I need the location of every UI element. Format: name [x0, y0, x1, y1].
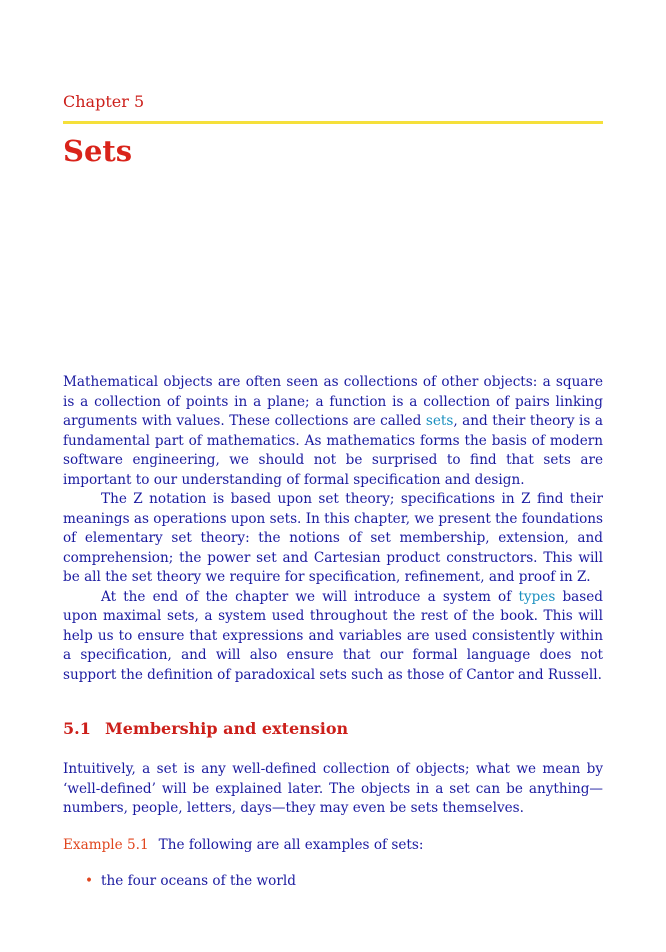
intro-paragraph-3 [63, 588, 603, 686]
example [63, 836, 423, 856]
intro-p1-text-b: , and their theory is a fundamental part of mathematics. As mathematics forms the basis of modern software engineering, we should not be surprised to find that sets are important to our understanding of formal specification and design. [63, 413, 603, 488]
intro-p3-text-b: based upon maximal sets, a system used throughout the rest of the book. This will help us to ensure that expressions and variables are used consistently within a specification, and will also ensure that our formal language does not support the definition of paradoxical sets such as those of Cantor and Russell. [63, 588, 603, 683]
intro-p1-text-a: Mathematical objects are often seen as collections of other objects: a square is a collection of points in a plane; a function is a collection of pairs linking arguments with values. These collections are called [63, 374, 603, 429]
section-text [63, 760, 603, 819]
chapter-label: Chapter 5 [63, 92, 145, 111]
bullet-icon: • [85, 873, 94, 889]
chapter-title: Sets [63, 134, 133, 168]
intro-paragraph-2: The Z notation is based upon set theory; specifications in Z find their meanings as operations upon sets. In this chapter, we present the foundations of elementary set theory: the notions of set membership, extension, and comprehension; the power set and Cartesian product constructors. This will be all the set theory we require for specification, refinement, and proof in Z. [63, 491, 603, 585]
chapter-rule [63, 121, 603, 124]
section-heading [63, 719, 348, 738]
list-item-text: the four oceans of the world [101, 873, 296, 889]
example-text: The following are all examples of sets: [158, 837, 424, 853]
intro-text [63, 373, 603, 685]
list-item [85, 872, 296, 892]
example-label: Example 5.1 [63, 837, 149, 853]
section-number: 5.1 [63, 719, 91, 738]
keyword-sets: sets [425, 413, 454, 429]
intro-paragraph-1 [63, 373, 603, 490]
keyword-types: types [518, 588, 556, 605]
section-paragraph-1: Intuitively, a set is any well-defined collection of objects; what we mean by ‘well-defined’ will be explained later. The objects in a set can be anything—numbers, people, letters, days—they may even be sets themselves. [63, 761, 603, 816]
intro-p3-text-a: At the end of the chapter we will introduce a system of [101, 588, 519, 605]
section-title: Membership and extension [105, 719, 349, 738]
